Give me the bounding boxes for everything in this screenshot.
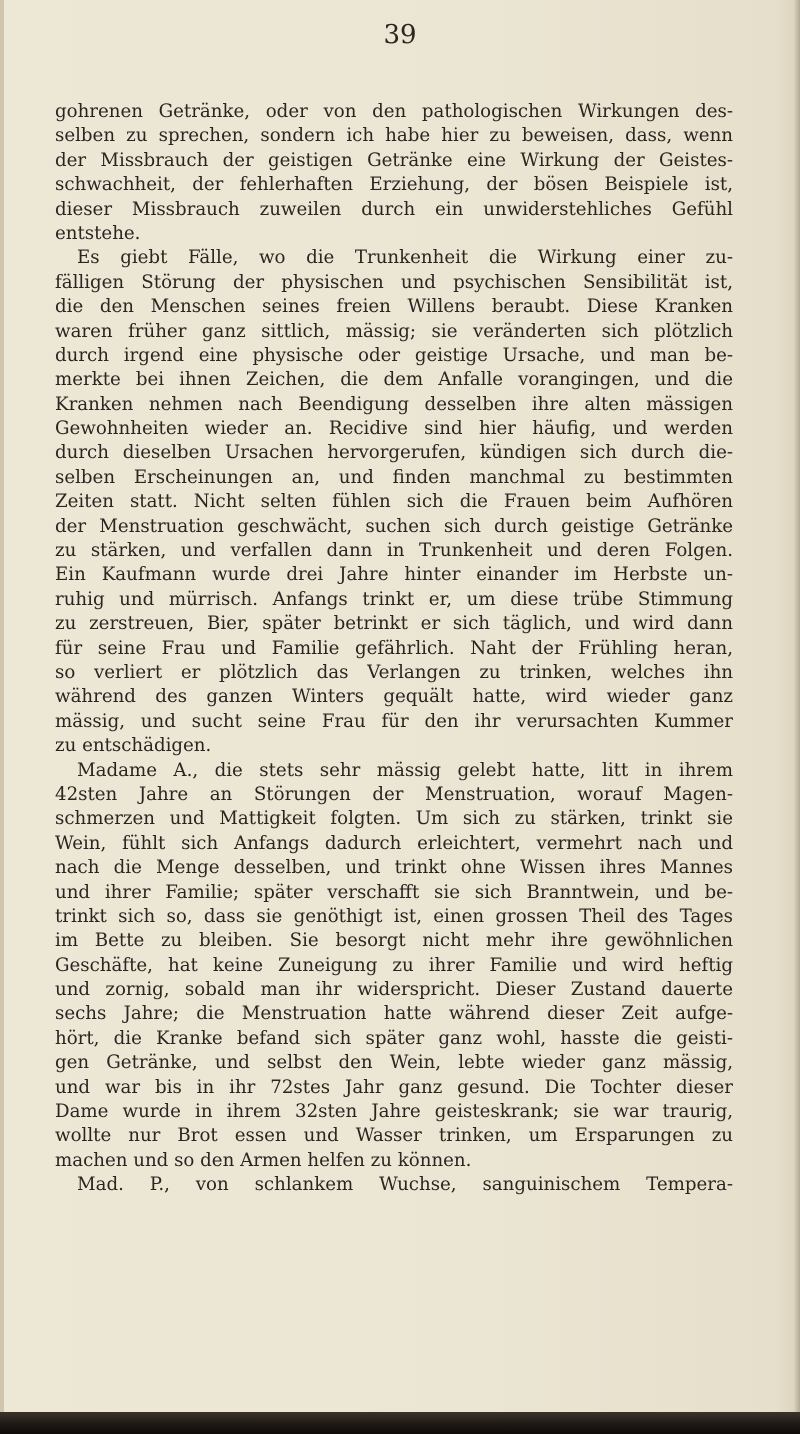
text-line: und zornig, sobald man ihr widerspricht. Dieser Zustand dauerte	[55, 979, 733, 1001]
text-line: entstehe.	[55, 222, 141, 244]
text-line: Madame A., die stets sehr mässig gelebt hatte, litt in ihrem	[77, 759, 733, 781]
text-line: merkte bei ihnen Zeichen, die dem Anfalle vorangingen, und die	[55, 369, 733, 391]
text-line: Wein, fühlt sich Anfangs dadurch erleichtert, vermehrt nach und	[55, 832, 733, 854]
scan-bottom-edge	[0, 1412, 800, 1434]
text-line: Ein Kaufmann wurde drei Jahre hinter einander im Herbste un-	[55, 564, 733, 586]
text-line: selben Erscheinungen an, und finden manchmal zu bestimmten	[55, 466, 733, 488]
text-line: ruhig und mürrisch. Anfangs trinkt er, um diese trübe Stimmung	[55, 588, 733, 610]
text-line: während des ganzen Winters gequält hatte, wird wieder ganz	[55, 686, 733, 708]
text-line: machen und so den Armen helfen zu können.	[55, 1149, 472, 1171]
text-line: hört, die Kranke befand sich später ganz wohl, hasste die geisti-	[55, 1027, 733, 1049]
text-line: schmerzen und Mattigkeit folgten. Um sich zu stärken, trinkt sie	[55, 808, 733, 830]
text-line: Geschäfte, hat keine Zuneigung zu ihrer Familie und wird heftig	[55, 954, 733, 976]
text-line: durch irgend eine physische oder geistige Ursache, und man be-	[55, 344, 733, 366]
text-line: zu entschädigen.	[55, 735, 212, 757]
text-line: nach die Menge desselben, und trinkt ohne Wissen ihres Mannes	[55, 857, 733, 879]
text-line: Es giebt Fälle, wo die Trunkenheit die Wirkung einer zu-	[77, 247, 733, 269]
text-line: zu stärken, und verfallen dann in Trunkenheit und deren Folgen.	[55, 540, 733, 562]
text-line: für seine Frau und Familie gefährlich. Naht der Frühling heran,	[55, 637, 733, 659]
text-line: der Menstruation geschwächt, suchen sich durch geistige Getränke	[55, 515, 733, 537]
text-line: Zeiten statt. Nicht selten fühlen sich die Frauen beim Aufhören	[55, 491, 733, 513]
text-line: durch dieselben Ursachen hervorgerufen, kündigen sich durch die-	[55, 442, 733, 464]
text-line: dieser Missbrauch zuweilen durch ein unwiderstehliches Gefühl	[55, 198, 733, 220]
text-line: Kranken nehmen nach Beendigung desselben ihre alten mässigen	[55, 393, 733, 415]
text-line: zu zerstreuen, Bier, später betrinkt er sich täglich, und wird dann	[55, 613, 733, 635]
text-line: trinkt sich so, dass sie genöthigt ist, einen grossen Theil des Tages	[55, 905, 733, 927]
text-line: waren früher ganz sittlich, mässig; sie veränderten sich plötzlich	[55, 320, 733, 342]
text-line: und ihrer Familie; später verschafft sie sich Branntwein, und be-	[55, 881, 733, 903]
text-line: Dame wurde in ihrem 32sten Jahre geisteskrank; sie war traurig,	[55, 1101, 733, 1123]
text-line: gohrenen Getränke, oder von den pathologischen Wirkungen des-	[55, 101, 733, 122]
text-line: wollte nur Brot essen und Wasser trinken, um Ersparungen zu	[55, 1125, 733, 1147]
text-line: so verliert er plötzlich das Verlangen zu trinken, welches ihn	[55, 661, 733, 683]
page-left-edge	[0, 0, 4, 1434]
text-line: fälligen Störung der physischen und psychischen Sensibilität ist,	[55, 271, 733, 293]
text-line: schwachheit, der fehlerhaften Erziehung, der bösen Beispiele ist,	[55, 174, 733, 196]
page-number: 39	[383, 20, 417, 50]
text-line: gen Getränke, und selbst den Wein, lebte wieder ganz mässig,	[55, 1052, 733, 1074]
text-line: 42sten Jahre an Störungen der Menstruation, worauf Magen-	[55, 783, 733, 805]
text-line: Mad. P., von schlankem Wuchse, sanguinischem Tempera-	[77, 1174, 733, 1196]
text-line: die den Menschen seines freien Willens beraubt. Diese Kranken	[55, 296, 733, 318]
text-line: der Missbrauch der geistigen Getränke eine Wirkung der Geistes-	[55, 149, 733, 171]
body-text	[55, 100, 733, 1198]
text-line: im Bette zu bleiben. Sie besorgt nicht mehr ihre gewöhnlichen	[55, 930, 733, 952]
text-line: sechs Jahre; die Menstruation hatte während dieser Zeit aufge-	[55, 1003, 733, 1025]
page-binding-shadow	[794, 0, 800, 1434]
text-line: mässig, und sucht seine Frau für den ihr verursachten Kummer	[55, 710, 733, 732]
text-line: selben zu sprechen, sondern ich habe hier zu beweisen, dass, wenn	[55, 125, 733, 147]
text-line: Gewohnheiten wieder an. Recidive sind hier häufig, und werden	[55, 418, 733, 440]
text-line: und war bis in ihr 72stes Jahr ganz gesund. Die Tochter dieser	[55, 1076, 733, 1098]
